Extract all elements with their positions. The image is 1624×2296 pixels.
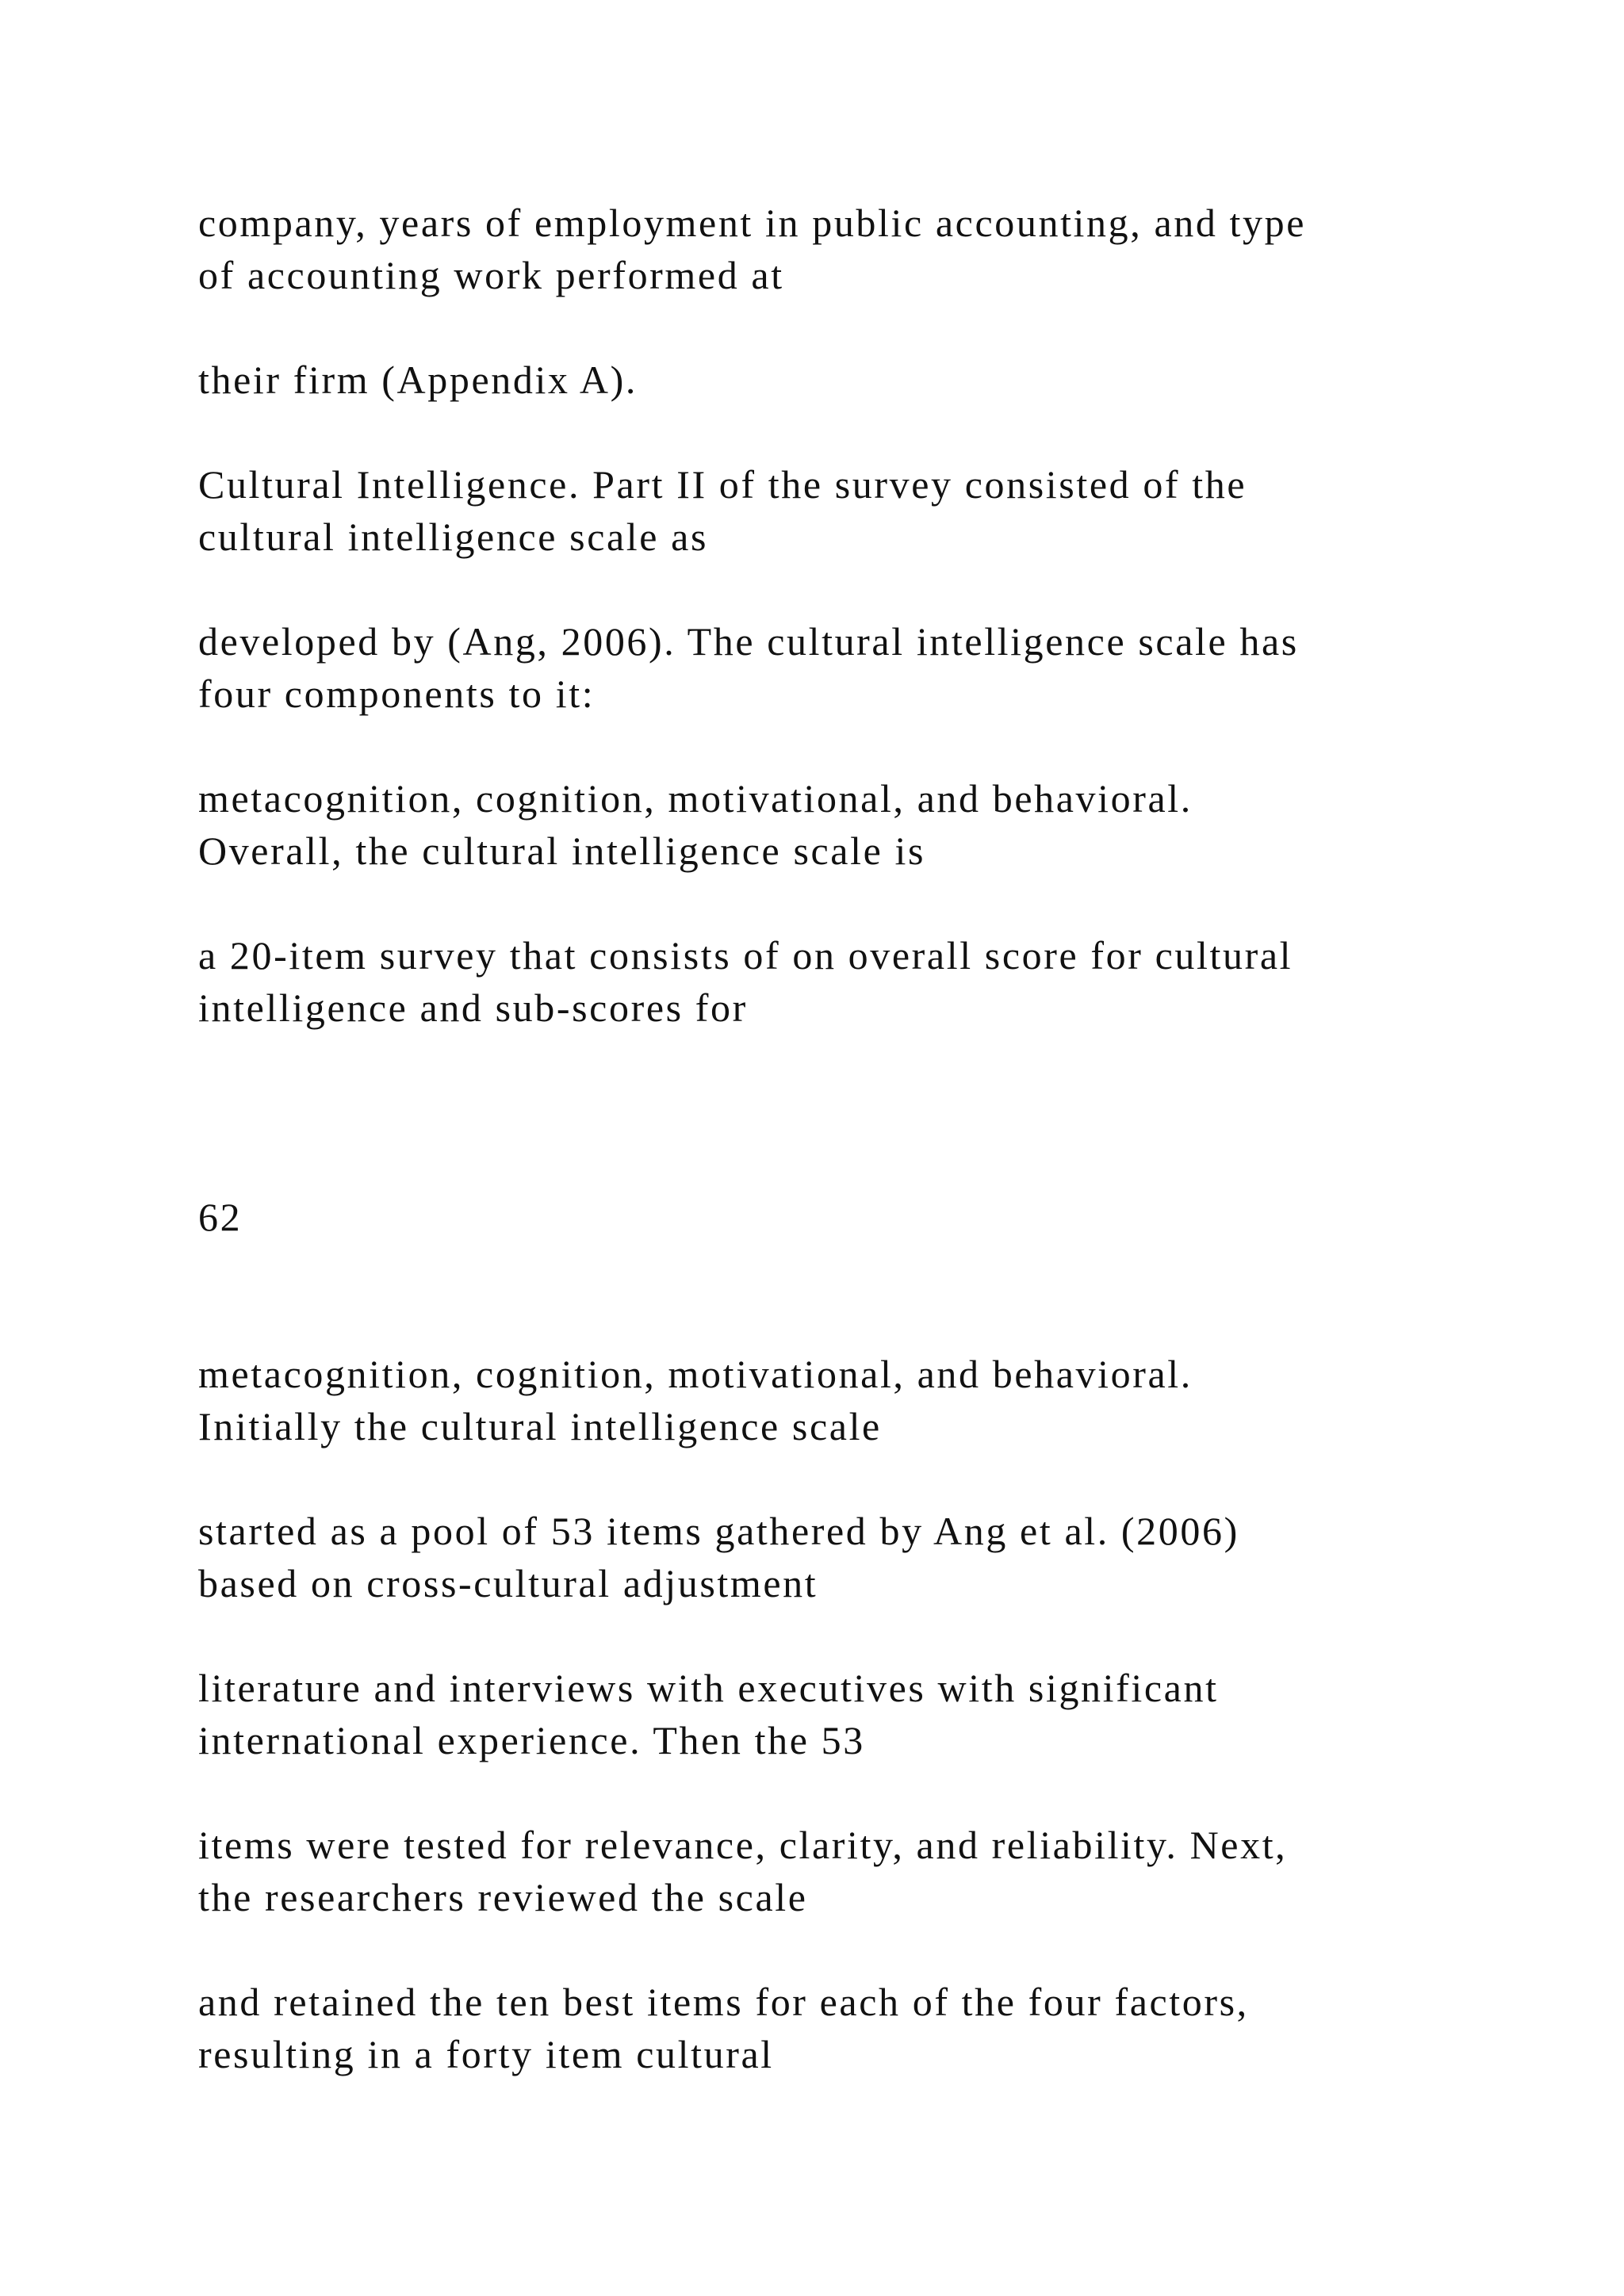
text-line: cultural intelligence scale as xyxy=(198,515,709,559)
text-line: developed by (Ang, 2006). The cultural intelligence scale has xyxy=(198,619,1299,664)
text-line: started as a pool of 53 items gathered by Ang et al. (2006) xyxy=(198,1509,1239,1553)
text-line: literature and interviews with executives with significant xyxy=(198,1666,1219,1710)
paragraph-9 xyxy=(198,1662,1467,1766)
paragraph-8 xyxy=(198,1505,1467,1609)
text-line: of accounting work performed at xyxy=(198,253,784,297)
text-line: four components to it: xyxy=(198,672,596,716)
paragraph-4 xyxy=(198,615,1467,720)
paragraph-7 xyxy=(198,1348,1467,1452)
paragraph-10 xyxy=(198,1819,1467,1923)
text-line: Overall, the cultural intelligence scale is xyxy=(198,828,926,873)
text-line: and retained the ten best items for each of the four factors, xyxy=(198,1980,1249,2024)
text-line: a 20-item survey that consists of on overall score for cultural xyxy=(198,933,1293,978)
text-line: company, years of employment in public accounting, and type xyxy=(198,201,1307,245)
text-line: based on cross-cultural adjustment xyxy=(198,1561,818,1605)
paragraph-6 xyxy=(198,929,1467,1034)
paragraph-5 xyxy=(198,772,1467,877)
paragraph-3 xyxy=(198,458,1467,563)
page-number-text: 62 xyxy=(198,1195,243,1239)
text-line: metacognition, cognition, motivational, and behavioral. xyxy=(198,1352,1193,1396)
text-line: intelligence and sub-scores for xyxy=(198,985,748,1030)
paragraph-2 xyxy=(198,354,1467,406)
text-line: items were tested for relevance, clarity, and reliability. Next, xyxy=(198,1823,1288,1867)
text-line: international experience. Then the 53 xyxy=(198,1718,865,1762)
text-line: their firm (Appendix A). xyxy=(198,358,638,402)
text-line: the researchers reviewed the scale xyxy=(198,1875,808,1919)
text-line: metacognition, cognition, motivational, and behavioral. xyxy=(198,776,1193,821)
paragraph-1 xyxy=(198,197,1467,301)
text-line: Cultural Intelligence. Part II of the survey consisted of the xyxy=(198,462,1247,507)
text-line: Initially the cultural intelligence scale xyxy=(198,1404,882,1448)
text-line: resulting in a forty item cultural xyxy=(198,2032,774,2076)
page-number xyxy=(198,1191,1467,1243)
paragraph-11 xyxy=(198,1976,1467,2080)
